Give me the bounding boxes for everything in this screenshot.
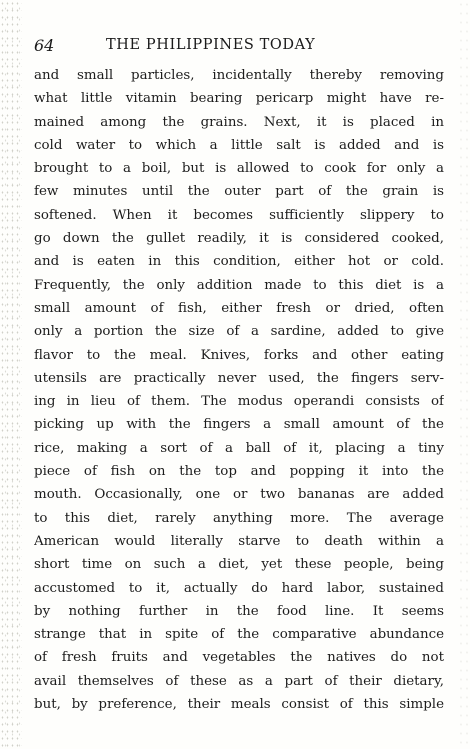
text-line: few minutes until the outer part of the grain is [34, 184, 444, 200]
page-number: 64 [34, 36, 55, 55]
text-line: utensils are practically never used, the fingers serv- [34, 370, 444, 386]
text-line: picking up with the fingers a small amount of the [34, 417, 444, 433]
page-header [34, 36, 444, 58]
text-line: of fresh fruits and vegetables the natives do not [34, 650, 444, 666]
text-line: ing in lieu of them. The modus operandi consists of [34, 394, 444, 410]
text-line: and small particles, incidentally thereby removing [34, 68, 444, 83]
text-line: avail themselves of these as a part of their dietary, [34, 673, 444, 689]
text-line: small amount of fish, either fresh or dried, often [34, 300, 444, 316]
text-line: brought to a boil, but is allowed to cook for only a [34, 161, 444, 177]
text-line: mained among the grains. Next, it is placed in [34, 114, 444, 130]
text-line: short time on such a diet, yet these people, being [34, 557, 444, 573]
text-line: flavor to the meal. Knives, forks and other eating [34, 347, 444, 363]
text-line: cold water to which a little salt is added and is [34, 137, 444, 153]
text-line: American would literally starve to death within a [34, 533, 444, 549]
text-line: accustomed to it, actually do hard labor, sustained [34, 580, 444, 596]
text-line: Frequently, the only addition made to this diet is a [34, 277, 444, 293]
body-text [34, 64, 444, 716]
text-line: by nothing further in the food line. It seems [34, 603, 444, 619]
text-line: to this diet, rarely anything more. The average [34, 510, 444, 526]
text-line: rice, making a sort of a ball of it, placing a tiny [34, 440, 444, 456]
text-line: but, by preference, their meals consist of this simple [34, 697, 444, 713]
text-line: piece of fish on the top and popping it into the [34, 464, 444, 480]
running-title: THE PHILIPPINES TODAY [106, 37, 316, 53]
text-line: softened. When it becomes sufficiently slippery to [34, 207, 444, 223]
text-line: and is eaten in this condition, either hot or cold. [34, 254, 444, 270]
text-line: what little vitamin bearing pericarp might have re- [34, 91, 444, 107]
page-edge-speckle [0, 0, 22, 749]
text-line: go down the gullet readily, it is considered cooked, [34, 231, 444, 247]
text-line: mouth. Occasionally, one or two bananas are added [34, 487, 444, 503]
page-edge-speckle-right [458, 0, 470, 749]
text-line: strange that in spite of the comparative abundance [34, 627, 444, 643]
text-line: only a portion the size of a sardine, added to give [34, 324, 444, 340]
